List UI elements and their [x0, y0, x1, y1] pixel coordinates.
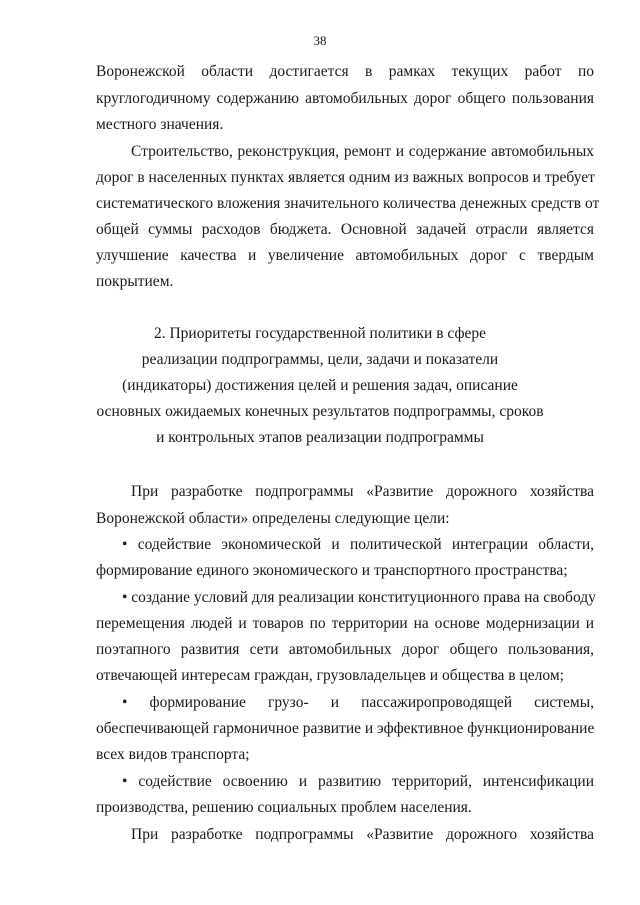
section-heading-line: реализации подпрограммы, цели, задачи и показатели — [141, 351, 499, 368]
paragraph-line: дорог в населенных пунктах является одним из важных вопросов и требует — [96, 169, 595, 186]
bullet-line: формирование единого экономического и транспортного пространства; — [96, 562, 568, 579]
paragraph-line: Строительство, реконструкция, ремонт и содержание автомобильных — [131, 143, 594, 160]
bullet-line: производства, решению социальных проблем населения. — [96, 799, 472, 816]
paragraph-line: При разработке подпрограммы «Развитие дорожного хозяйства — [131, 483, 594, 500]
paragraph-line: систематического вложения значительного количества денежных средств от — [96, 195, 600, 212]
bullet-line: всех видов транспорта; — [96, 746, 250, 763]
section-heading-line: основных ожидаемых конечных результатов подпрограммы, сроков — [96, 403, 544, 420]
paragraph-line: При разработке подпрограммы «Развитие дорожного хозяйства — [131, 826, 594, 843]
paragraph-line: покрытием. — [96, 273, 174, 290]
bullet-line: • содействие освоению и развитию территорий, интенсификации — [122, 773, 594, 790]
section-heading-line: 2. Приоритеты государственной политики в сфере — [153, 325, 487, 342]
page-number: 38 — [313, 33, 327, 48]
paragraph-line: улучшение качества и увеличение автомобильных дорог с твердым — [96, 247, 594, 264]
paragraph-line: общей суммы расходов бюджета. Основной задачей отрасли является — [96, 221, 594, 238]
bullet-line: • создание условий для реализации конституционного права на свободу — [122, 589, 596, 606]
bullet-line: обеспечивающей гармоничное развитие и эффективное функционирование — [96, 720, 595, 737]
section-heading-line: (индикаторы) достижения целей и решения задач, описание — [122, 377, 518, 394]
bullet-line: • содействие экономической и политической интеграции области, — [122, 536, 594, 553]
section-heading-line: и контрольных этапов реализации подпрограммы — [156, 429, 484, 446]
paragraph-line: Воронежской области достигается в рамках текущих работ по — [96, 63, 594, 80]
bullet-line: поэтапного развития сети автомобильных дорог общего пользования, — [96, 641, 594, 658]
bullet-line: отвечающей интересам граждан, грузовладельцев и общества в целом; — [96, 667, 564, 684]
paragraph-line: Воронежской области» определены следующие цели: — [96, 510, 450, 527]
paragraph-line: круглогодичному содержанию автомобильных дорог общего пользования — [96, 90, 594, 107]
bullet-line: • формирование грузо- и пассажиропроводящей системы, — [122, 694, 594, 711]
paragraph-line: местного значения. — [96, 116, 224, 133]
bullet-line: перемещения людей и товаров по территории на основе модернизации и — [96, 615, 594, 632]
